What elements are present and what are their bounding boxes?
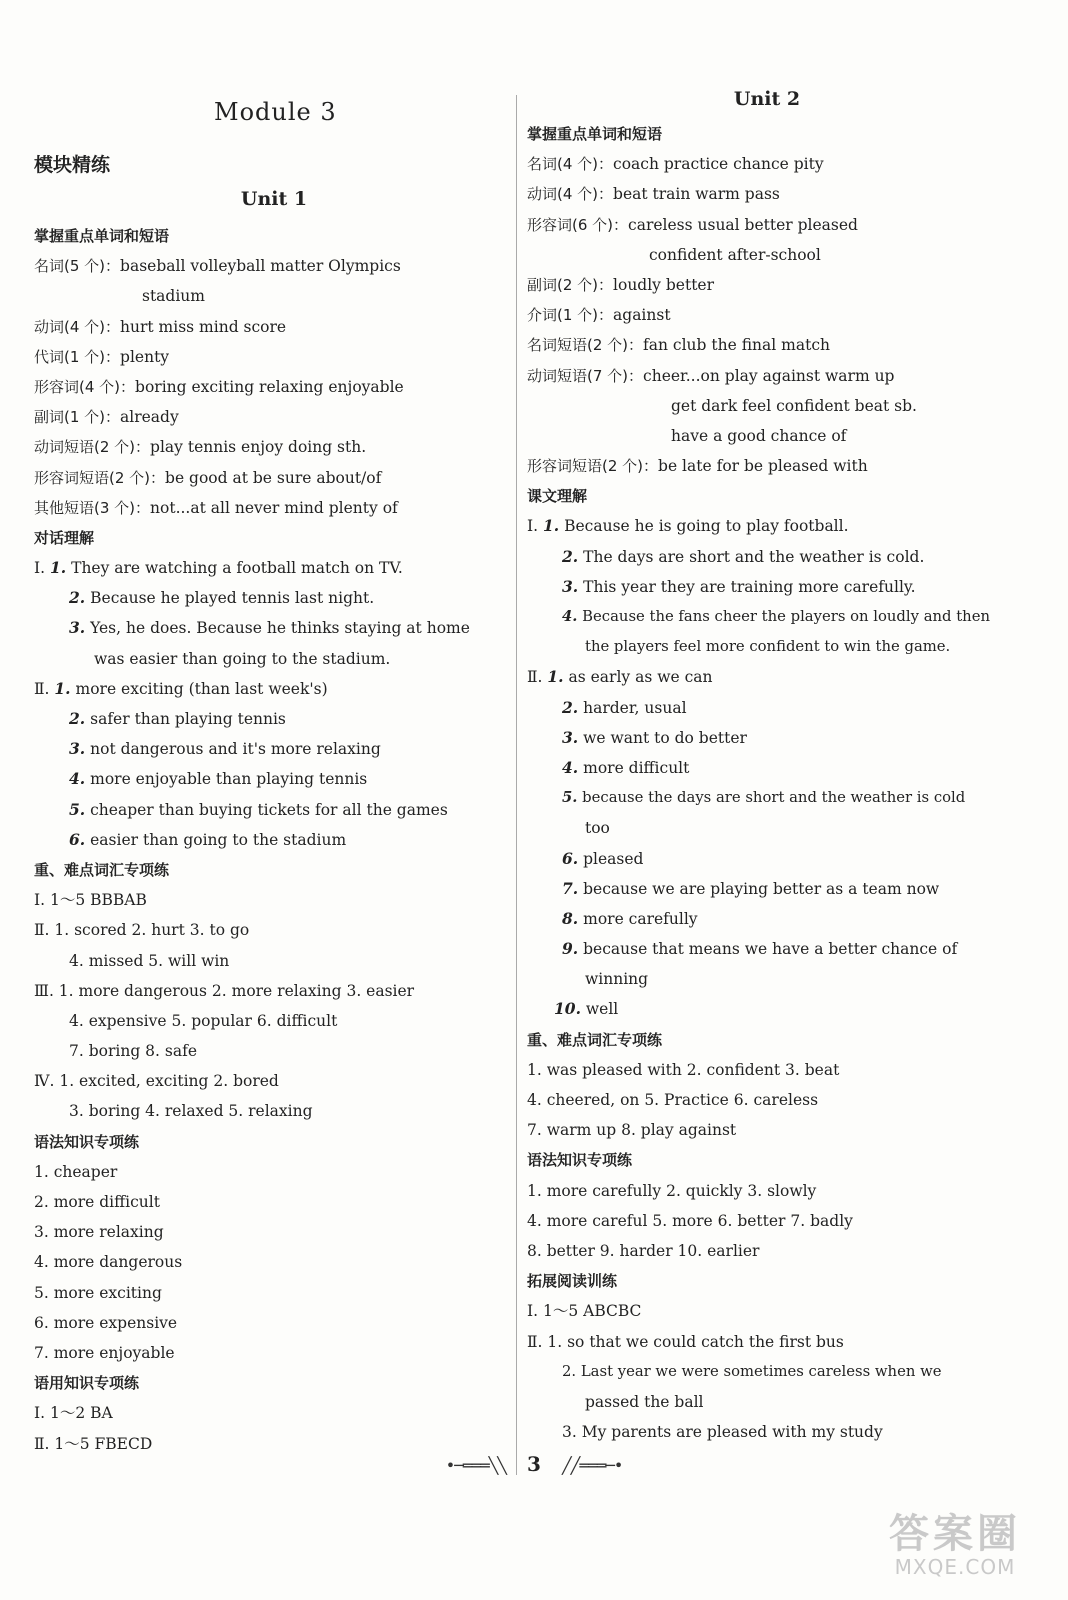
answer-line: 7. warm up 8. play against — [527, 1121, 737, 1140]
section-title: 语法知识专项练 — [527, 1151, 633, 1170]
vocab-line: 其他短语(3 个)：not...at all never mind plenty of — [34, 498, 398, 517]
section-title: 对话理解 — [34, 528, 95, 547]
vocab-line: 动词短语(2 个)：play tennis enjoy doing sth. — [34, 438, 367, 457]
section-title: 拓展阅读训练 — [527, 1272, 618, 1291]
vocab-line: stadium — [142, 287, 205, 306]
answer-line: 4. more enjoyable than playing tennis — [69, 769, 368, 789]
answer-line: 6. easier than going to the stadium — [69, 829, 347, 849]
unit2-content — [527, 119, 1007, 1447]
answer-line: 4. more difficult — [562, 757, 690, 777]
answer-line: 1. more carefully 2. quickly 3. slowly — [527, 1181, 817, 1200]
page-footer — [0, 1452, 1068, 1476]
vocab-line: 介词(1 个)：against — [527, 306, 671, 325]
watermark-logo — [870, 1512, 1040, 1582]
answer-line: passed the ball — [585, 1392, 704, 1411]
answer-line: Ⅱ. 1. scored 2. hurt 3. to go — [34, 921, 250, 940]
answer-line: 5. cheaper than buying tickets for all the games — [69, 799, 448, 819]
vocab-line: confident after-school — [649, 245, 821, 264]
answer-line: 5. because the days are short and the weather is cold — [562, 789, 966, 807]
answer-line: 4. expensive 5. popular 6. difficult — [69, 1011, 338, 1030]
answer-line: 5. more exciting — [34, 1283, 162, 1302]
vocab-line: 形容词(4 个)：boring exciting relaxing enjoyable — [34, 377, 404, 396]
vocab-line: 代词(1 个)：plenty — [34, 347, 170, 366]
answer-line: 2. harder, usual — [562, 697, 687, 717]
watermark-url: MXQE.COM — [894, 1555, 1016, 1579]
answer-line: 3. My parents are pleased with my study — [562, 1423, 883, 1442]
answer-line: Ⅰ. 1. They are watching a football match on TV. — [34, 558, 403, 578]
answer-line: 3. boring 4. relaxed 5. relaxing — [69, 1102, 313, 1121]
answer-line: 2. safer than playing tennis — [69, 709, 286, 728]
answer-line: 2. Because he played tennis last night. — [69, 588, 375, 608]
answer-line: 4. missed 5. will win — [69, 951, 230, 970]
module-title: Module 3 — [214, 98, 337, 126]
watermark-text: 答案圈 — [889, 1511, 1021, 1557]
answer-line: Ⅱ. 1～5 FBECD — [34, 1434, 153, 1453]
right-ornament: ╱╱═══─• — [562, 1456, 623, 1475]
answer-line: Ⅰ. 1～5 BBBAB — [34, 891, 147, 910]
vocab-line: 名词短语(2 个)：fan club the final match — [527, 336, 830, 355]
answer-line: Ⅲ. 1. more dangerous 2. more relaxing 3. easier — [34, 981, 415, 1000]
vocab-line: 名词(5 个)：baseball volleyball matter Olympics — [34, 257, 401, 276]
answer-line: 6. more expensive — [34, 1313, 178, 1332]
vocab-line: 形容词短语(2 个)：be late for be pleased with — [527, 457, 868, 476]
answer-line: Ⅰ. 1. Because he is going to play football. — [527, 516, 849, 536]
page-number: 3 — [527, 1452, 541, 1476]
section-title: 重、难点词汇专项练 — [527, 1030, 663, 1049]
answer-line: too — [585, 819, 610, 838]
vocab-line: 形容词(6 个)：careless usual better pleased — [527, 215, 858, 234]
answer-line: 7. because we are playing better as a team now — [562, 878, 940, 898]
answer-line: the players feel more confident to win the game. — [585, 638, 951, 656]
answer-line: 3. we want to do better — [562, 727, 747, 747]
section-title: 语法知识专项练 — [34, 1132, 140, 1151]
answer-line: 7. more enjoyable — [34, 1343, 175, 1362]
unit1-title: Unit 1 — [240, 188, 308, 210]
block-title: 模块精练 — [34, 154, 111, 176]
vocab-line: 副词(1 个)：already — [34, 408, 179, 427]
answer-line: Ⅰ. 1～2 BA — [34, 1404, 113, 1423]
unit2-title: Unit 2 — [733, 88, 801, 110]
section-title: 掌握重点单词和短语 — [34, 227, 170, 245]
answer-line: 3. more relaxing — [34, 1223, 164, 1242]
answer-line: 4. cheered, on 5. Practice 6. careless — [527, 1091, 819, 1109]
answer-line: Ⅱ. 1. so that we could catch the first bus — [527, 1332, 844, 1351]
section-title: 重、难点词汇专项练 — [34, 860, 170, 879]
answer-line: Ⅱ. 1. as early as we can — [527, 667, 713, 687]
answer-line: 3. This year they are training more carefully. — [562, 576, 916, 596]
answer-line: 4. Because the fans cheer the players on loudly and then — [562, 608, 990, 625]
answer-line: Ⅱ. 1. more exciting (than last week's) — [34, 678, 328, 698]
answer-line: 2. Last year we were sometimes careless when we — [562, 1362, 942, 1380]
answer-line: 3. Yes, he does. Because he thinks staying at home — [69, 618, 470, 638]
vocab-line: 名词(4 个)：coach practice chance pity — [527, 155, 824, 174]
answer-line: 1. cheaper — [34, 1162, 118, 1181]
vocab-line: 动词短语(7 个)：cheer...on play against warm up — [527, 366, 895, 385]
vocab-line: 动词(4 个)：beat train warm pass — [527, 185, 780, 204]
answer-line: 6. pleased — [562, 848, 644, 868]
section-title: 掌握重点单词和短语 — [527, 125, 663, 143]
answer-line: winning — [585, 970, 649, 989]
section-title: 语用知识专项练 — [34, 1374, 140, 1393]
section-title: 课文理解 — [527, 487, 588, 506]
vocab-line: have a good chance of — [671, 426, 847, 445]
answer-line: Ⅰ. 1～5 ABCBC — [527, 1302, 642, 1321]
answer-line: 2. The days are short and the weather is cold. — [562, 546, 925, 566]
answer-line: Ⅳ. 1. excited, exciting 2. bored — [34, 1072, 279, 1091]
vocab-line: 副词(2 个)：loudly better — [527, 275, 715, 294]
column-divider — [516, 95, 517, 1475]
answer-line: 4. more careful 5. more 6. better 7. badly — [527, 1211, 853, 1230]
answer-line: 9. because that means we have a better chance of — [562, 939, 958, 959]
answer-line: 4. more dangerous — [34, 1253, 183, 1272]
answer-line: 7. boring 8. safe — [69, 1042, 197, 1061]
answer-line: 8. better 9. harder 10. earlier — [527, 1241, 760, 1260]
answer-line: 2. more difficult — [34, 1193, 160, 1211]
answer-line: 1. was pleased with 2. confident 3. beat — [527, 1060, 840, 1079]
left-ornament: •─═══╲╲ — [445, 1456, 506, 1475]
vocab-line: 动词(4 个)：hurt miss mind score — [34, 317, 287, 336]
answer-line: 3. not dangerous and it's more relaxing — [69, 739, 381, 759]
answer-line: 10. well — [554, 999, 619, 1019]
answer-line: was easier than going to the stadium. — [94, 649, 391, 668]
answer-line: 8. more carefully — [562, 908, 698, 928]
vocab-line: get dark feel confident beat sb. — [671, 396, 917, 415]
unit1-content — [34, 221, 514, 1459]
vocab-line: 形容词短语(2 个)：be good at be sure about/of — [34, 468, 382, 487]
